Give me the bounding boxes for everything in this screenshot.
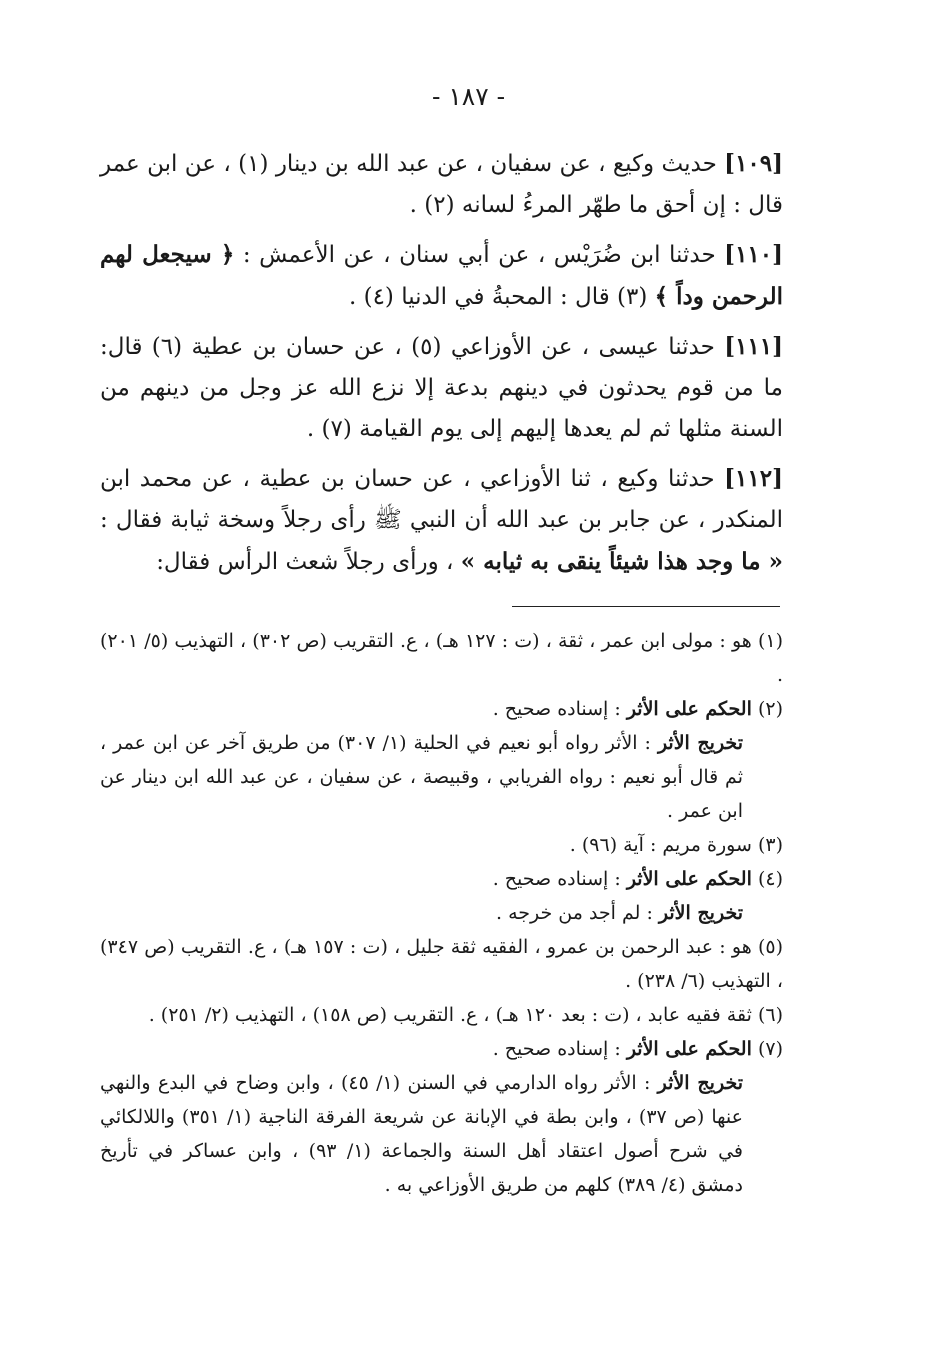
footnote-text: : إسناده صحيح . xyxy=(492,868,621,890)
footnote-label: (١) xyxy=(757,630,784,652)
footnote-text: : لم أجد من خرجه . xyxy=(495,902,653,924)
footnote-heading: الحكم على الأثر xyxy=(626,1038,752,1060)
footnote xyxy=(100,726,783,828)
footnote-heading: الحكم على الأثر xyxy=(626,698,752,720)
footnote-text: : الأثر رواه الدارمي في السنن (١/ ٤٥) ، وابن وضاح في البدع والنهي عنها (ص ٣٧) ، وابن بطة في الإبانة عن شريعة الفرقة الناجية (١/ ٣٥١) واللالكائي في شرح أصول اعتقاد أهل السنة والجماعة (١/ ٩٣) ، وابن عساكر في تأريخ دمشق (٤/ ٣٨٩) كلهم من طريق الأوزاعي به . xyxy=(100,1072,743,1196)
paragraph-text: حديث وكيع ، عن سفيان ، عن عبد الله بن دينار (١) ، عن ابن عمر قال : إن أحق ما طهّر المرءُ لسانه (٢) . xyxy=(100,151,783,218)
footnote-text: : الأثر رواه أبو نعيم في الحلية (١/ ٣٠٧) من طريق آخر عن ابن عمر ، ثم قال أبو نعيم : رواه الفريابي ، وقبيصة ، عن سفيان ، عن عبد الله ابن دينار عن ابن عمر . xyxy=(100,732,743,822)
footnote xyxy=(100,896,783,930)
paragraph-109 xyxy=(100,143,783,226)
paragraph-text: حدثنا وكيع ، ثنا الأوزاعي ، عن حسان بن عطية ، عن محمد ابن المنكدر ، عن جابر بن عبد الله أن النبي ﷺ رأى رجلاً وسخة ثيابة فقال : xyxy=(100,466,783,533)
footnote-label: (٥) xyxy=(757,936,783,958)
paragraph-number: [١٠٩] xyxy=(724,150,784,177)
quran-verse: ﴿ سيجعل لهم الرحمن وداً ﴾ xyxy=(100,241,783,310)
footnote-text: هو : عبد الرحمن بن عمرو ، الفقيه ثقة جليل ، (ت : ١٥٧ هـ) ، ع. التقريب (ص ٣٤٧) ، التهذيب (٦/ ٢٣٨) . xyxy=(100,936,783,992)
footnote-label: (٦) xyxy=(757,1004,783,1026)
paragraph-number: [١١٠] xyxy=(724,241,784,268)
footnote-text: سورة مريم : آية (٩٦) . xyxy=(569,834,752,856)
footnote-label: (٣) xyxy=(757,834,783,856)
footnote-label: (٢) xyxy=(757,698,783,720)
hadith-quote: « ما وجد هذا شيئاً ينقى به ثيابه » xyxy=(460,548,783,575)
footnote-text: ثقة فقيه عابد ، (ت : بعد ١٢٠ هـ) ، ع. التقريب (ص ١٥٨) ، التهذيب (٢/ ٢٥١) . xyxy=(148,1004,752,1026)
paragraph-112 xyxy=(100,458,783,583)
footnote-text: : إسناده صحيح . xyxy=(492,1038,621,1060)
paragraph-text: ، ورأى رجلاً شعث الرأس فقال: xyxy=(156,549,454,575)
footnote-heading: تخريج الأثر xyxy=(658,902,743,924)
footnote-divider xyxy=(512,606,780,607)
paragraph-text: حدثنا عيسى ، عن الأوزاعي (٥) ، عن حسان بن عطية (٦) قال: ما من قوم يحدثون في دينهم بدعة إلا نزع الله عز وجل من دينهم من السنة مثلها ثم لم يعدها إليهم إلى يوم القيامة (٧) . xyxy=(100,334,783,442)
paragraph-110 xyxy=(100,234,783,318)
footnote xyxy=(100,1032,783,1066)
footnotes xyxy=(100,624,783,1202)
footnote-text: : إسناده صحيح . xyxy=(492,698,621,720)
page-number: - ١٨٧ - xyxy=(431,82,506,111)
footnote xyxy=(100,692,783,726)
footnote-text: هو : مولى ابن عمر ، ثقة ، (ت : ١٢٧ هـ) ، ع. التقريب (ص ٣٠٢) ، التهذيب (٥/ ٢٠١) . xyxy=(100,630,783,686)
paragraph-number: [١١١] xyxy=(724,333,784,360)
footnote xyxy=(100,930,783,998)
footnote xyxy=(100,1066,783,1202)
paragraph-text: (٣) قال : المحبةُ في الدنيا (٤) . xyxy=(348,284,648,310)
footnote xyxy=(100,862,783,896)
footnote xyxy=(100,624,783,692)
main-text xyxy=(100,143,783,591)
paragraph-text: حدثنا ابن ضُرَيْس ، عن أبي سنان ، عن الأعمش : xyxy=(242,242,716,268)
footnote-label: (٧) xyxy=(757,1038,783,1060)
footnote-heading: الحكم على الأثر xyxy=(626,868,752,890)
paragraph-111 xyxy=(100,326,783,450)
paragraph-number: [١١٢] xyxy=(724,465,783,492)
footnote-heading: تخريج الأثر xyxy=(657,732,743,754)
footnote-label: (٤) xyxy=(757,868,783,890)
footnote xyxy=(100,828,783,862)
footnote-heading: تخريج الأثر xyxy=(657,1072,744,1094)
footnote xyxy=(100,998,783,1032)
